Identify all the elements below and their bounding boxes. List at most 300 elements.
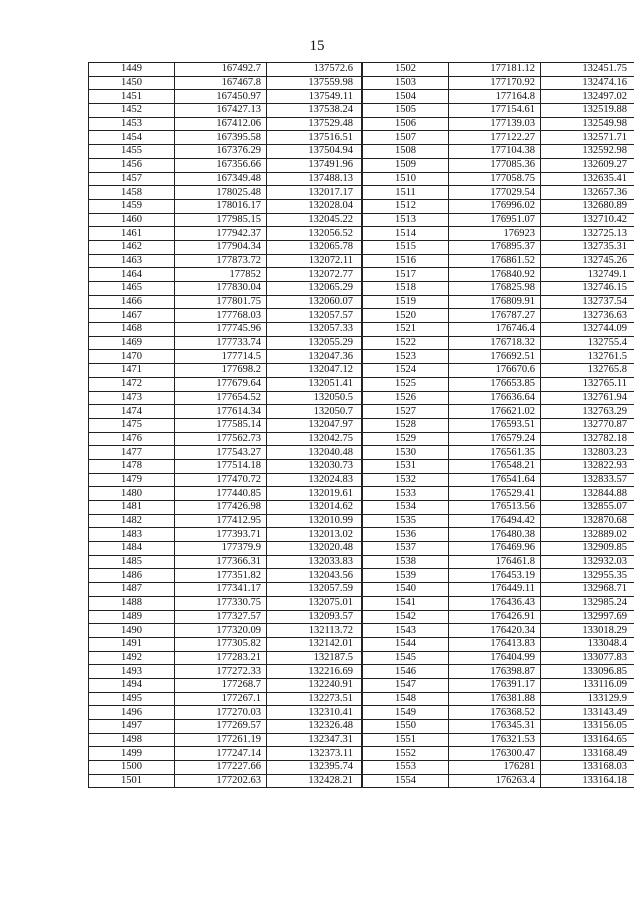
left-x-coordinate: 177247.14	[175, 747, 267, 761]
right-y-coordinate: 132909.85	[541, 542, 634, 556]
right-x-coordinate: 176951.07	[449, 213, 541, 227]
left-y-coordinate: 137491.96	[267, 158, 363, 172]
left-point-number: 1465	[89, 282, 175, 296]
left-point-number: 1462	[89, 240, 175, 254]
right-point-number: 1518	[362, 282, 449, 296]
table-row	[89, 473, 634, 487]
right-x-coordinate: 176529.41	[449, 487, 541, 501]
left-x-coordinate: 178025.48	[175, 186, 267, 200]
left-point-number: 1492	[89, 651, 175, 665]
table-row	[89, 309, 634, 323]
left-point-number: 1472	[89, 377, 175, 391]
right-point-number: 1510	[362, 172, 449, 186]
right-x-coordinate: 176670.6	[449, 364, 541, 378]
left-y-coordinate: 137549.11	[267, 90, 363, 104]
right-x-coordinate: 176840.92	[449, 268, 541, 282]
right-y-coordinate: 132736.63	[541, 309, 634, 323]
left-y-coordinate: 137504.94	[267, 145, 363, 159]
table-row	[89, 227, 634, 241]
left-x-coordinate: 177543.27	[175, 446, 267, 460]
left-point-number: 1454	[89, 131, 175, 145]
right-point-number: 1536	[362, 528, 449, 542]
right-x-coordinate: 176449.11	[449, 583, 541, 597]
left-y-coordinate: 132310.41	[267, 706, 363, 720]
right-point-number: 1513	[362, 213, 449, 227]
right-y-coordinate: 132735.31	[541, 240, 634, 254]
right-y-coordinate: 132763.29	[541, 405, 634, 419]
left-x-coordinate: 177873.72	[175, 254, 267, 268]
right-y-coordinate: 132955.35	[541, 569, 634, 583]
left-x-coordinate: 177320.09	[175, 624, 267, 638]
right-point-number: 1545	[362, 651, 449, 665]
table-row	[89, 76, 634, 90]
right-x-coordinate: 177154.61	[449, 104, 541, 118]
table-row	[89, 555, 634, 569]
right-point-number: 1537	[362, 542, 449, 556]
right-x-coordinate: 176345.31	[449, 720, 541, 734]
table-row	[89, 747, 634, 761]
table-row	[89, 610, 634, 624]
right-x-coordinate: 177122.27	[449, 131, 541, 145]
left-x-coordinate: 177698.2	[175, 364, 267, 378]
table-row	[89, 706, 634, 720]
left-x-coordinate: 178016.17	[175, 199, 267, 213]
right-y-coordinate: 132803.23	[541, 446, 634, 460]
left-point-number: 1476	[89, 432, 175, 446]
left-point-number: 1485	[89, 555, 175, 569]
right-y-coordinate: 132745.26	[541, 254, 634, 268]
left-point-number: 1458	[89, 186, 175, 200]
left-x-coordinate: 177768.03	[175, 309, 267, 323]
left-point-number: 1484	[89, 542, 175, 556]
left-point-number: 1500	[89, 761, 175, 775]
right-point-number: 1523	[362, 350, 449, 364]
right-x-coordinate: 176480.38	[449, 528, 541, 542]
right-y-coordinate: 132571.71	[541, 131, 634, 145]
left-point-number: 1468	[89, 323, 175, 337]
right-point-number: 1506	[362, 117, 449, 131]
right-point-number: 1514	[362, 227, 449, 241]
coordinates-table-body	[89, 63, 634, 788]
right-point-number: 1502	[362, 63, 449, 77]
right-y-coordinate: 132932.03	[541, 555, 634, 569]
left-point-number: 1494	[89, 678, 175, 692]
right-point-number: 1509	[362, 158, 449, 172]
left-x-coordinate: 177351.82	[175, 569, 267, 583]
right-point-number: 1546	[362, 665, 449, 679]
right-point-number: 1530	[362, 446, 449, 460]
left-point-number: 1470	[89, 350, 175, 364]
left-point-number: 1487	[89, 583, 175, 597]
left-y-coordinate: 132051.41	[267, 377, 363, 391]
left-x-coordinate: 177801.75	[175, 295, 267, 309]
table-row	[89, 678, 634, 692]
left-y-coordinate: 132028.04	[267, 199, 363, 213]
right-point-number: 1524	[362, 364, 449, 378]
right-x-coordinate: 176548.21	[449, 459, 541, 473]
left-point-number: 1497	[89, 720, 175, 734]
table-row	[89, 733, 634, 747]
left-y-coordinate: 132142.01	[267, 637, 363, 651]
left-x-coordinate: 167492.7	[175, 63, 267, 77]
left-y-coordinate: 132065.78	[267, 240, 363, 254]
right-point-number: 1539	[362, 569, 449, 583]
table-row	[89, 145, 634, 159]
right-y-coordinate: 133096.85	[541, 665, 634, 679]
right-y-coordinate: 132710.42	[541, 213, 634, 227]
right-point-number: 1535	[362, 514, 449, 528]
right-y-coordinate: 132761.94	[541, 391, 634, 405]
right-x-coordinate: 177164.8	[449, 90, 541, 104]
right-point-number: 1516	[362, 254, 449, 268]
right-y-coordinate: 133048.4	[541, 637, 634, 651]
right-y-coordinate: 132609.27	[541, 158, 634, 172]
left-y-coordinate: 132014.62	[267, 501, 363, 515]
left-x-coordinate: 177614.34	[175, 405, 267, 419]
right-x-coordinate: 176461.8	[449, 555, 541, 569]
left-point-number: 1464	[89, 268, 175, 282]
table-row	[89, 432, 634, 446]
right-x-coordinate: 176923	[449, 227, 541, 241]
left-x-coordinate: 177305.82	[175, 637, 267, 651]
right-x-coordinate: 177181.12	[449, 63, 541, 77]
left-y-coordinate: 132033.83	[267, 555, 363, 569]
left-x-coordinate: 177393.71	[175, 528, 267, 542]
left-y-coordinate: 132187.5	[267, 651, 363, 665]
right-y-coordinate: 133164.18	[541, 774, 634, 788]
right-x-coordinate: 176263.4	[449, 774, 541, 788]
right-y-coordinate: 132725.13	[541, 227, 634, 241]
table-row	[89, 282, 634, 296]
left-point-number: 1496	[89, 706, 175, 720]
table-row	[89, 692, 634, 706]
left-x-coordinate: 167450.97	[175, 90, 267, 104]
left-point-number: 1499	[89, 747, 175, 761]
right-x-coordinate: 176541.64	[449, 473, 541, 487]
left-x-coordinate: 177904.34	[175, 240, 267, 254]
right-y-coordinate: 133143.49	[541, 706, 634, 720]
right-point-number: 1503	[362, 76, 449, 90]
left-y-coordinate: 132347.31	[267, 733, 363, 747]
table-row	[89, 350, 634, 364]
table-row	[89, 391, 634, 405]
right-point-number: 1527	[362, 405, 449, 419]
left-y-coordinate: 132065.29	[267, 282, 363, 296]
left-x-coordinate: 167356.66	[175, 158, 267, 172]
right-x-coordinate: 176391.17	[449, 678, 541, 692]
right-x-coordinate: 177170.92	[449, 76, 541, 90]
left-point-number: 1495	[89, 692, 175, 706]
right-y-coordinate: 132744.09	[541, 323, 634, 337]
right-point-number: 1521	[362, 323, 449, 337]
left-x-coordinate: 167376.29	[175, 145, 267, 159]
table-row	[89, 528, 634, 542]
right-point-number: 1543	[362, 624, 449, 638]
right-point-number: 1551	[362, 733, 449, 747]
left-point-number: 1460	[89, 213, 175, 227]
right-x-coordinate: 176746.4	[449, 323, 541, 337]
right-y-coordinate: 132755.4	[541, 336, 634, 350]
left-point-number: 1461	[89, 227, 175, 241]
right-point-number: 1529	[362, 432, 449, 446]
left-x-coordinate: 177985.15	[175, 213, 267, 227]
right-point-number: 1550	[362, 720, 449, 734]
table-row	[89, 514, 634, 528]
table-row	[89, 665, 634, 679]
left-x-coordinate: 177654.52	[175, 391, 267, 405]
table-row	[89, 199, 634, 213]
left-point-number: 1451	[89, 90, 175, 104]
left-point-number: 1478	[89, 459, 175, 473]
left-x-coordinate: 177679.64	[175, 377, 267, 391]
right-y-coordinate: 132749.1	[541, 268, 634, 282]
right-point-number: 1553	[362, 761, 449, 775]
table-row	[89, 240, 634, 254]
table-row	[89, 761, 634, 775]
left-x-coordinate: 177268.7	[175, 678, 267, 692]
right-y-coordinate: 132870.68	[541, 514, 634, 528]
left-y-coordinate: 132050.7	[267, 405, 363, 419]
right-y-coordinate: 132549.98	[541, 117, 634, 131]
left-point-number: 1449	[89, 63, 175, 77]
left-x-coordinate: 177412.95	[175, 514, 267, 528]
left-y-coordinate: 132072.11	[267, 254, 363, 268]
left-point-number: 1457	[89, 172, 175, 186]
right-x-coordinate: 176579.24	[449, 432, 541, 446]
left-x-coordinate: 177270.03	[175, 706, 267, 720]
right-x-coordinate: 177139.03	[449, 117, 541, 131]
left-x-coordinate: 177267.1	[175, 692, 267, 706]
left-point-number: 1479	[89, 473, 175, 487]
right-point-number: 1541	[362, 596, 449, 610]
left-y-coordinate: 132273.51	[267, 692, 363, 706]
left-point-number: 1473	[89, 391, 175, 405]
left-x-coordinate: 177830.04	[175, 282, 267, 296]
left-y-coordinate: 132057.59	[267, 583, 363, 597]
right-y-coordinate: 132889.02	[541, 528, 634, 542]
right-point-number: 1504	[362, 90, 449, 104]
right-y-coordinate: 132680.89	[541, 199, 634, 213]
left-y-coordinate: 132050.5	[267, 391, 363, 405]
table-row	[89, 131, 634, 145]
right-y-coordinate: 132737.54	[541, 295, 634, 309]
left-x-coordinate: 167427.13	[175, 104, 267, 118]
left-x-coordinate: 177330.75	[175, 596, 267, 610]
right-y-coordinate: 132519.88	[541, 104, 634, 118]
left-point-number: 1488	[89, 596, 175, 610]
page-number: 15	[309, 38, 325, 54]
right-y-coordinate: 133129.9	[541, 692, 634, 706]
right-y-coordinate: 132855.07	[541, 501, 634, 515]
left-x-coordinate: 177440.85	[175, 487, 267, 501]
table-row	[89, 213, 634, 227]
left-point-number: 1477	[89, 446, 175, 460]
left-point-number: 1490	[89, 624, 175, 638]
left-y-coordinate: 132030.73	[267, 459, 363, 473]
right-point-number: 1547	[362, 678, 449, 692]
right-point-number: 1528	[362, 418, 449, 432]
table-row	[89, 268, 634, 282]
left-point-number: 1501	[89, 774, 175, 788]
table-row	[89, 774, 634, 788]
left-y-coordinate: 132075.01	[267, 596, 363, 610]
right-x-coordinate: 176453.19	[449, 569, 541, 583]
left-point-number: 1483	[89, 528, 175, 542]
left-x-coordinate: 177852	[175, 268, 267, 282]
right-y-coordinate: 132822.93	[541, 459, 634, 473]
right-x-coordinate: 176321.53	[449, 733, 541, 747]
left-point-number: 1498	[89, 733, 175, 747]
right-x-coordinate: 176825.98	[449, 282, 541, 296]
left-y-coordinate: 137529.48	[267, 117, 363, 131]
left-x-coordinate: 177261.19	[175, 733, 267, 747]
right-point-number: 1532	[362, 473, 449, 487]
right-y-coordinate: 133168.49	[541, 747, 634, 761]
right-x-coordinate: 176692.51	[449, 350, 541, 364]
right-x-coordinate: 176593.51	[449, 418, 541, 432]
right-x-coordinate: 177085.36	[449, 158, 541, 172]
right-x-coordinate: 176381.88	[449, 692, 541, 706]
right-x-coordinate: 176420.34	[449, 624, 541, 638]
left-x-coordinate: 177202.63	[175, 774, 267, 788]
left-y-coordinate: 137559.98	[267, 76, 363, 90]
left-x-coordinate: 177283.21	[175, 651, 267, 665]
left-y-coordinate: 137488.13	[267, 172, 363, 186]
table-row	[89, 405, 634, 419]
right-point-number: 1534	[362, 501, 449, 515]
right-x-coordinate: 176996.02	[449, 199, 541, 213]
table-row	[89, 336, 634, 350]
left-y-coordinate: 132013.02	[267, 528, 363, 542]
right-point-number: 1554	[362, 774, 449, 788]
table-row	[89, 720, 634, 734]
table-row	[89, 446, 634, 460]
table-row	[89, 104, 634, 118]
left-y-coordinate: 132326.48	[267, 720, 363, 734]
left-y-coordinate: 137572.6	[267, 63, 363, 77]
left-point-number: 1480	[89, 487, 175, 501]
table-row	[89, 637, 634, 651]
left-y-coordinate: 132056.52	[267, 227, 363, 241]
right-y-coordinate: 133168.03	[541, 761, 634, 775]
left-x-coordinate: 177514.18	[175, 459, 267, 473]
left-point-number: 1453	[89, 117, 175, 131]
table-row	[89, 542, 634, 556]
table-row	[89, 377, 634, 391]
right-point-number: 1512	[362, 199, 449, 213]
right-point-number: 1517	[362, 268, 449, 282]
right-point-number: 1538	[362, 555, 449, 569]
right-point-number: 1507	[362, 131, 449, 145]
left-y-coordinate: 137538.24	[267, 104, 363, 118]
right-point-number: 1531	[362, 459, 449, 473]
left-point-number: 1471	[89, 364, 175, 378]
left-y-coordinate: 132020.48	[267, 542, 363, 556]
right-x-coordinate: 177058.75	[449, 172, 541, 186]
right-x-coordinate: 176404.99	[449, 651, 541, 665]
right-y-coordinate: 132765.11	[541, 377, 634, 391]
left-point-number: 1489	[89, 610, 175, 624]
left-point-number: 1459	[89, 199, 175, 213]
left-x-coordinate: 167349.48	[175, 172, 267, 186]
left-x-coordinate: 177714.5	[175, 350, 267, 364]
table-row	[89, 596, 634, 610]
left-y-coordinate: 132428.21	[267, 774, 363, 788]
left-y-coordinate: 132240.91	[267, 678, 363, 692]
left-x-coordinate: 177379.9	[175, 542, 267, 556]
right-y-coordinate: 132765.8	[541, 364, 634, 378]
table-row	[89, 418, 634, 432]
right-point-number: 1549	[362, 706, 449, 720]
left-y-coordinate: 137516.51	[267, 131, 363, 145]
right-x-coordinate: 176300.47	[449, 747, 541, 761]
right-x-coordinate: 176621.02	[449, 405, 541, 419]
right-point-number: 1544	[362, 637, 449, 651]
left-y-coordinate: 132047.12	[267, 364, 363, 378]
table-row	[89, 63, 634, 77]
left-y-coordinate: 132040.48	[267, 446, 363, 460]
right-x-coordinate: 176561.35	[449, 446, 541, 460]
left-y-coordinate: 132024.83	[267, 473, 363, 487]
table-row	[89, 90, 634, 104]
left-point-number: 1474	[89, 405, 175, 419]
right-point-number: 1520	[362, 309, 449, 323]
table-row	[89, 295, 634, 309]
right-y-coordinate: 132635.41	[541, 172, 634, 186]
coordinates-table	[88, 62, 634, 788]
left-y-coordinate: 132057.33	[267, 323, 363, 337]
right-y-coordinate: 133164.65	[541, 733, 634, 747]
right-point-number: 1552	[362, 747, 449, 761]
right-x-coordinate: 176426.91	[449, 610, 541, 624]
left-point-number: 1475	[89, 418, 175, 432]
left-x-coordinate: 177269.57	[175, 720, 267, 734]
left-point-number: 1455	[89, 145, 175, 159]
right-x-coordinate: 176787.27	[449, 309, 541, 323]
right-x-coordinate: 176413.83	[449, 637, 541, 651]
left-point-number: 1481	[89, 501, 175, 515]
left-y-coordinate: 132060.07	[267, 295, 363, 309]
table-row	[89, 323, 634, 337]
right-y-coordinate: 132782.18	[541, 432, 634, 446]
right-y-coordinate: 132833.57	[541, 473, 634, 487]
right-y-coordinate: 132761.5	[541, 350, 634, 364]
right-y-coordinate: 132451.75	[541, 63, 634, 77]
right-point-number: 1511	[362, 186, 449, 200]
left-x-coordinate: 167467.8	[175, 76, 267, 90]
table-row	[89, 254, 634, 268]
right-x-coordinate: 176861.52	[449, 254, 541, 268]
left-point-number: 1482	[89, 514, 175, 528]
right-point-number: 1542	[362, 610, 449, 624]
right-y-coordinate: 132997.69	[541, 610, 634, 624]
left-y-coordinate: 132395.74	[267, 761, 363, 775]
left-x-coordinate: 177272.33	[175, 665, 267, 679]
right-y-coordinate: 132844.88	[541, 487, 634, 501]
left-point-number: 1467	[89, 309, 175, 323]
right-y-coordinate: 132657.36	[541, 186, 634, 200]
left-x-coordinate: 177745.96	[175, 323, 267, 337]
left-point-number: 1493	[89, 665, 175, 679]
right-point-number: 1540	[362, 583, 449, 597]
left-x-coordinate: 177942.37	[175, 227, 267, 241]
right-point-number: 1548	[362, 692, 449, 706]
right-y-coordinate: 133156.05	[541, 720, 634, 734]
left-x-coordinate: 177470.72	[175, 473, 267, 487]
left-x-coordinate: 177585.14	[175, 418, 267, 432]
left-y-coordinate: 132047.97	[267, 418, 363, 432]
right-y-coordinate: 132592.98	[541, 145, 634, 159]
